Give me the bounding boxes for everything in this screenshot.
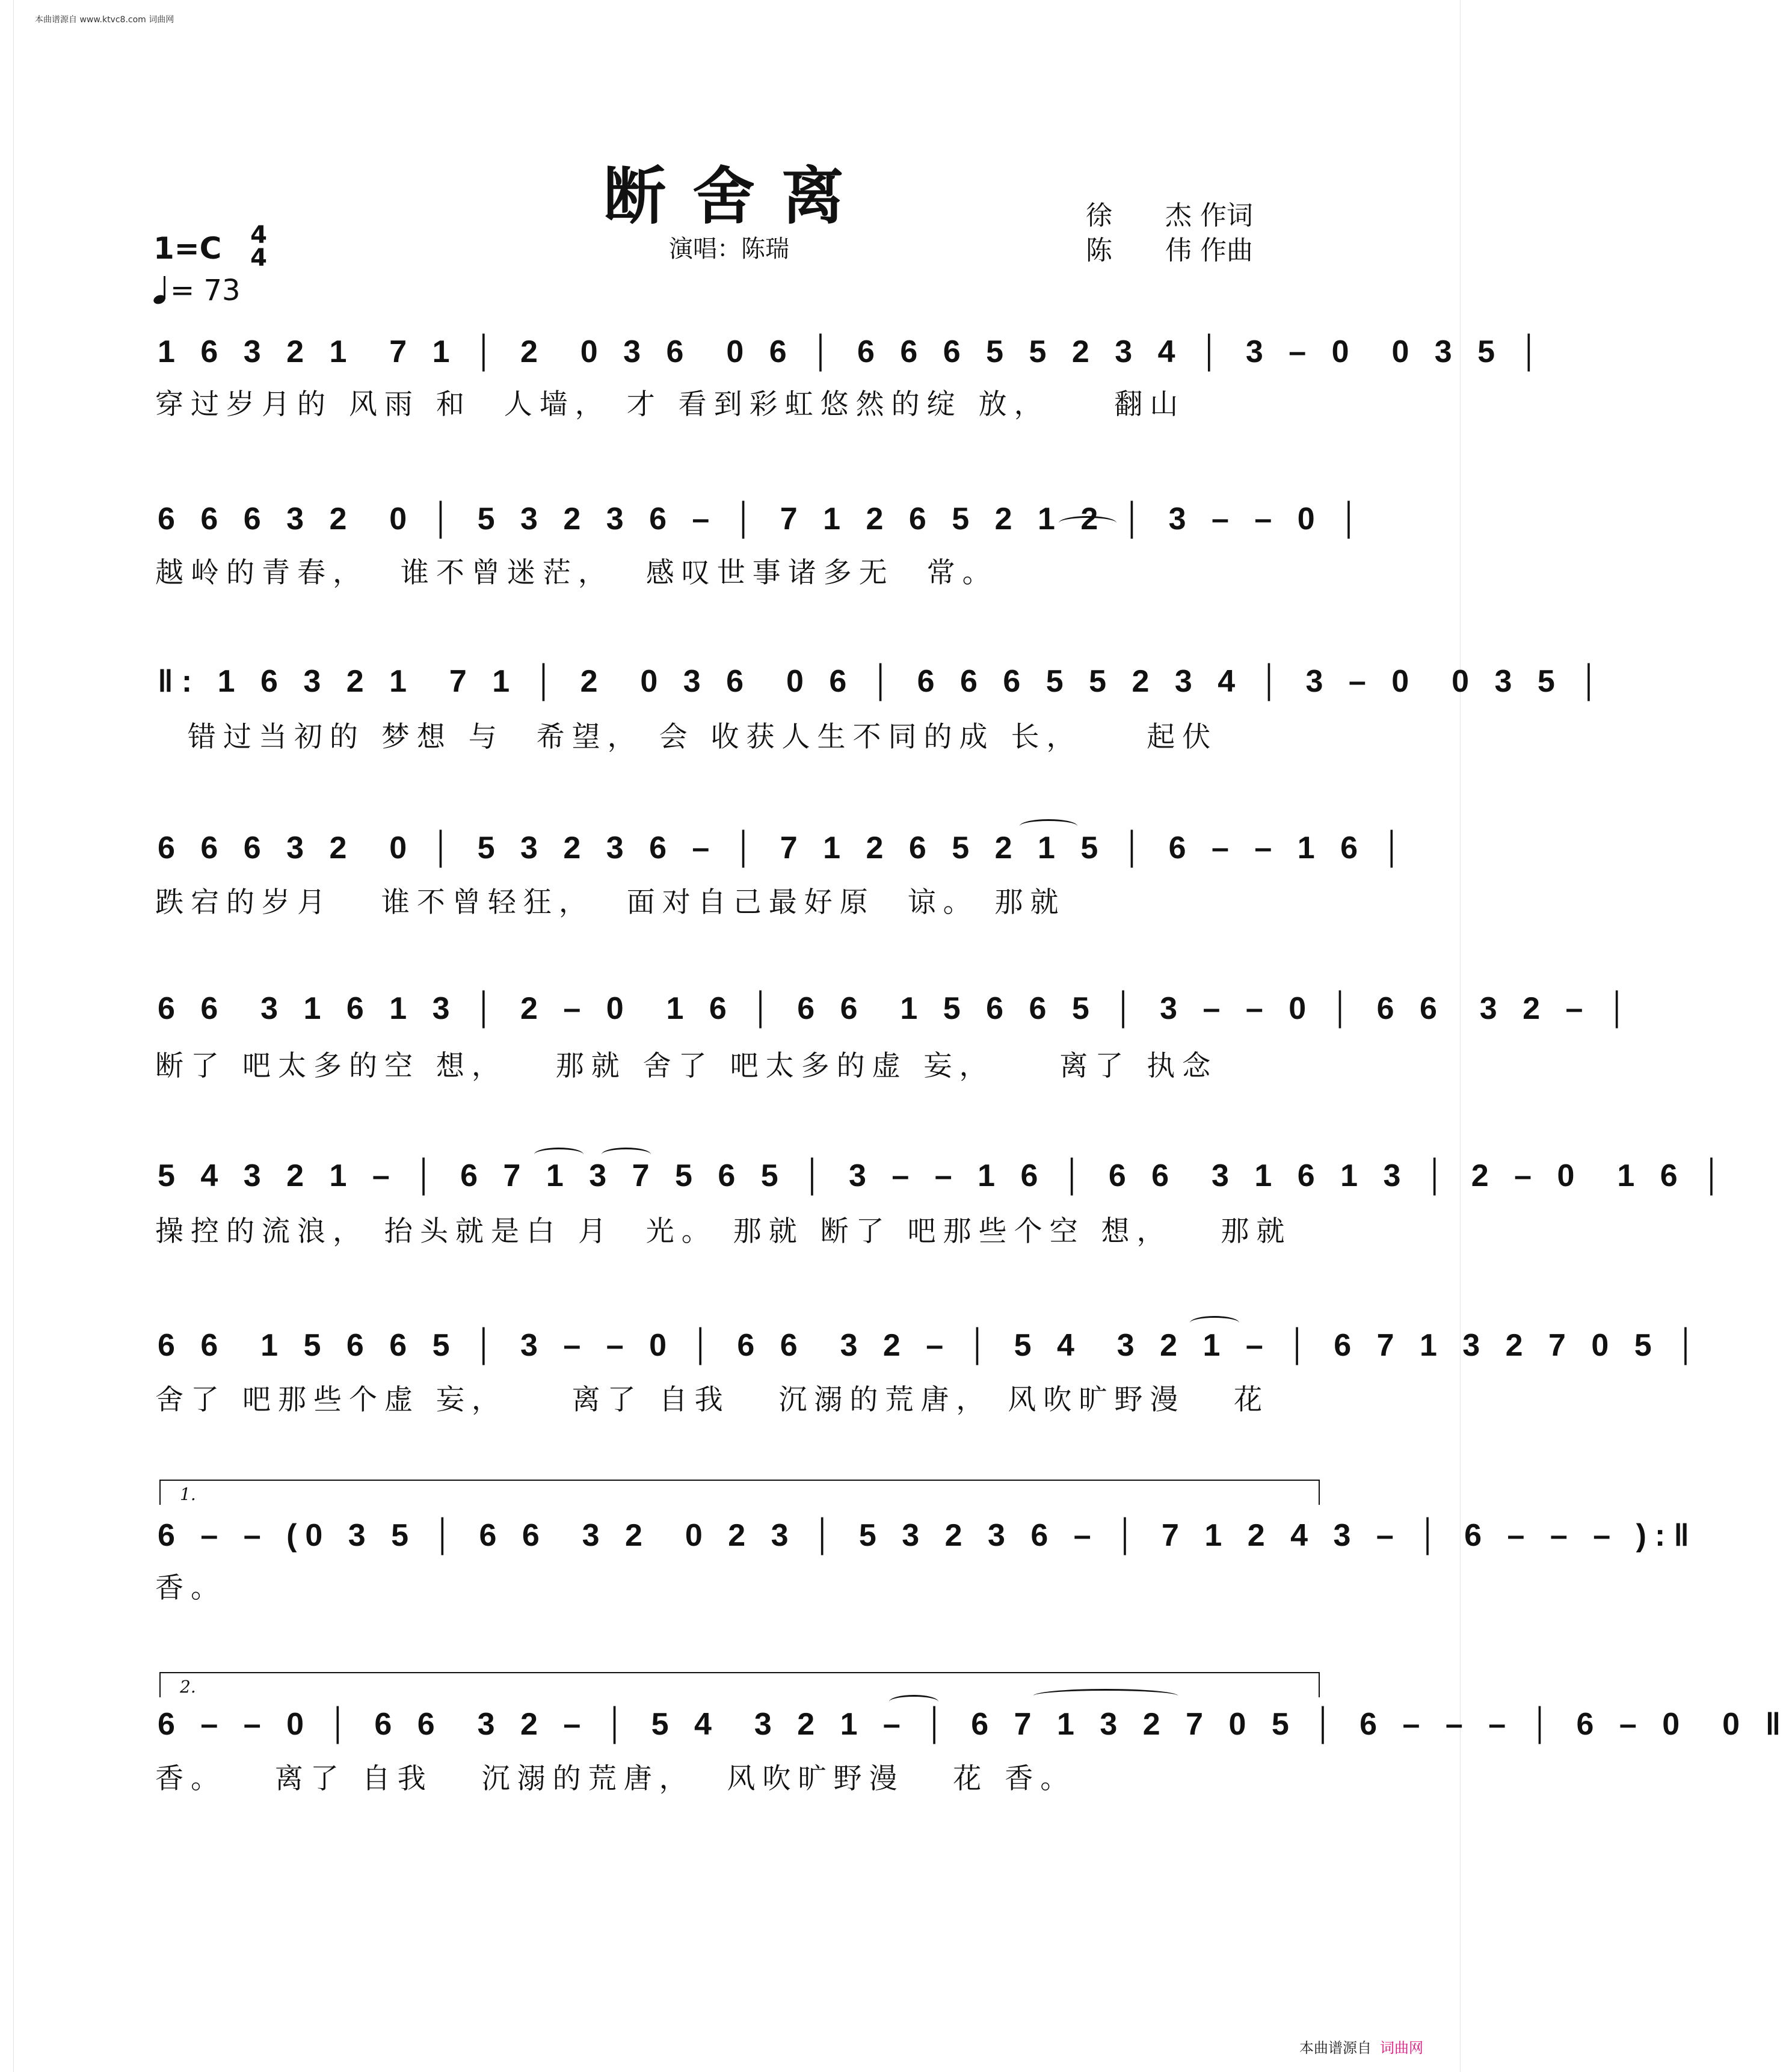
tie-mark	[534, 1148, 584, 1161]
notation-line-5: 6 6 3 1 6 1 3 │ 2 – 0 1 6 │ 6 6 1 5 6 6 5 │ 3 – – 0 │ 6 6 3 2 – │	[158, 991, 1637, 1026]
source-footer	[1299, 2036, 1423, 2057]
tie-mark	[1190, 1316, 1239, 1330]
notation-line-4: 6 6 6 3 2 0 │ 5 3 2 3 6 – │ 7 1 2 6 5 2 1 5 │ 6 – – 1 6 │	[158, 831, 1411, 865]
lyrics-line-3: 错过当初的 梦想 与 希望， 会 收获人生不同的成 长， 起伏	[155, 721, 1218, 754]
second-ending-label: 2.	[180, 1677, 196, 1697]
notation-line-6: 5 4 3 2 1 – │ 6 7 1 3 7 5 6 5 │ 3 – – 1 6 │ 6 6 3 1 6 1 3 │ 2 – 0 1 6 │	[158, 1158, 1731, 1193]
tempo-value: = 73	[170, 274, 241, 307]
first-ending-label: 1.	[180, 1484, 196, 1504]
tempo-marking	[153, 274, 241, 307]
time-signature-bottom: 4	[250, 244, 267, 272]
song-title: 断舍离	[603, 159, 870, 233]
source-footer-brand[interactable]: 词曲网	[1380, 2040, 1423, 2056]
first-ending-bracket	[159, 1480, 1320, 1505]
right-margin-strip	[1460, 0, 1474, 2072]
notation-line-8: 6 – – (0 3 5 │ 6 6 3 2 0 2 3 │ 5 3 2 3 6 – │ 7 1 2 4 3 – │ 6 – – – ):‖	[158, 1518, 1698, 1553]
singer-credit: 演唱：陈瑞	[669, 235, 789, 263]
notation-line-7: 6 6 1 5 6 6 5 │ 3 – – 0 │ 6 6 3 2 – │ 5 4 3 2 1 – │ 6 7 1 3 2 7 0 5 │	[158, 1328, 1705, 1363]
composer-credit: 陈 伟 作曲	[1086, 235, 1253, 266]
notation-line-9: 6 – – 0 │ 6 6 3 2 – │ 5 4 3 2 1 – │ 6 7 1 3 2 7 0 5 │ 6 – – – │ 6 – 0 0 ‖	[158, 1707, 1789, 1742]
notation-line-3: ‖: 1 6 3 2 1 7 1 │ 2 0 3 6 0 6 │ 6 6 6 5 5 2 3 4 │ 3 – 0 0 3 5 │	[158, 664, 1609, 699]
left-margin-strip	[0, 0, 14, 2072]
lyrics-line-4: 跌宕的岁月 谁不曾轻狂， 面对自己最好原 谅。 那就	[155, 886, 1066, 919]
tie-mark	[1059, 516, 1116, 530]
notation-line-1: 1 6 3 2 1 7 1 │ 2 0 3 6 0 6 │ 6 6 6 5 5 2 3 4 │ 3 – 0 0 3 5 │	[158, 334, 1549, 369]
lyrics-line-7: 舍了 吧那些个虚 妄， 离了 自我 沉溺的荒唐， 风吹旷野漫 花	[155, 1383, 1270, 1416]
tie-mark	[1020, 819, 1077, 833]
key-signature: 1=C	[153, 231, 222, 266]
tie-mark	[889, 1695, 938, 1709]
tie-mark	[1033, 1689, 1178, 1703]
tie-mark	[602, 1148, 651, 1161]
lyrics-line-9: 香。 离了 自我 沉溺的荒唐， 风吹旷野漫 花 香。	[155, 1762, 1076, 1795]
quarter-note-icon	[153, 274, 167, 304]
lyrics-line-5: 断了 吧太多的空 想， 那就 舍了 吧太多的虚 妄， 离了 执念	[155, 1050, 1218, 1083]
time-signature-top: 4	[250, 221, 267, 249]
notation-line-2: 6 6 6 3 2 0 │ 5 3 2 3 6 – │ 7 1 2 6 5 2 1 2 │ 3 – – 0 │	[158, 502, 1369, 536]
lyrics-line-1: 穿过岁月的 风雨 和 人墙， 才 看到彩虹悠然的绽 放， 翻山	[155, 388, 1186, 421]
lyricist-credit: 徐 杰 作词	[1086, 200, 1253, 231]
lyrics-line-6: 操控的流浪， 抬头就是白 月 光。 那就 断了 吧那些个空 想， 那就	[155, 1215, 1292, 1248]
source-header: 本曲谱源自 www.ktvc8.com 词曲网	[35, 15, 174, 25]
source-footer-text: 本曲谱源自	[1299, 2040, 1372, 2056]
time-signature	[247, 221, 271, 272]
lyrics-line-8: 香。	[155, 1572, 226, 1605]
lyrics-line-2: 越岭的青春， 谁不曾迷茫， 感叹世事诸多无 常。	[155, 556, 998, 589]
